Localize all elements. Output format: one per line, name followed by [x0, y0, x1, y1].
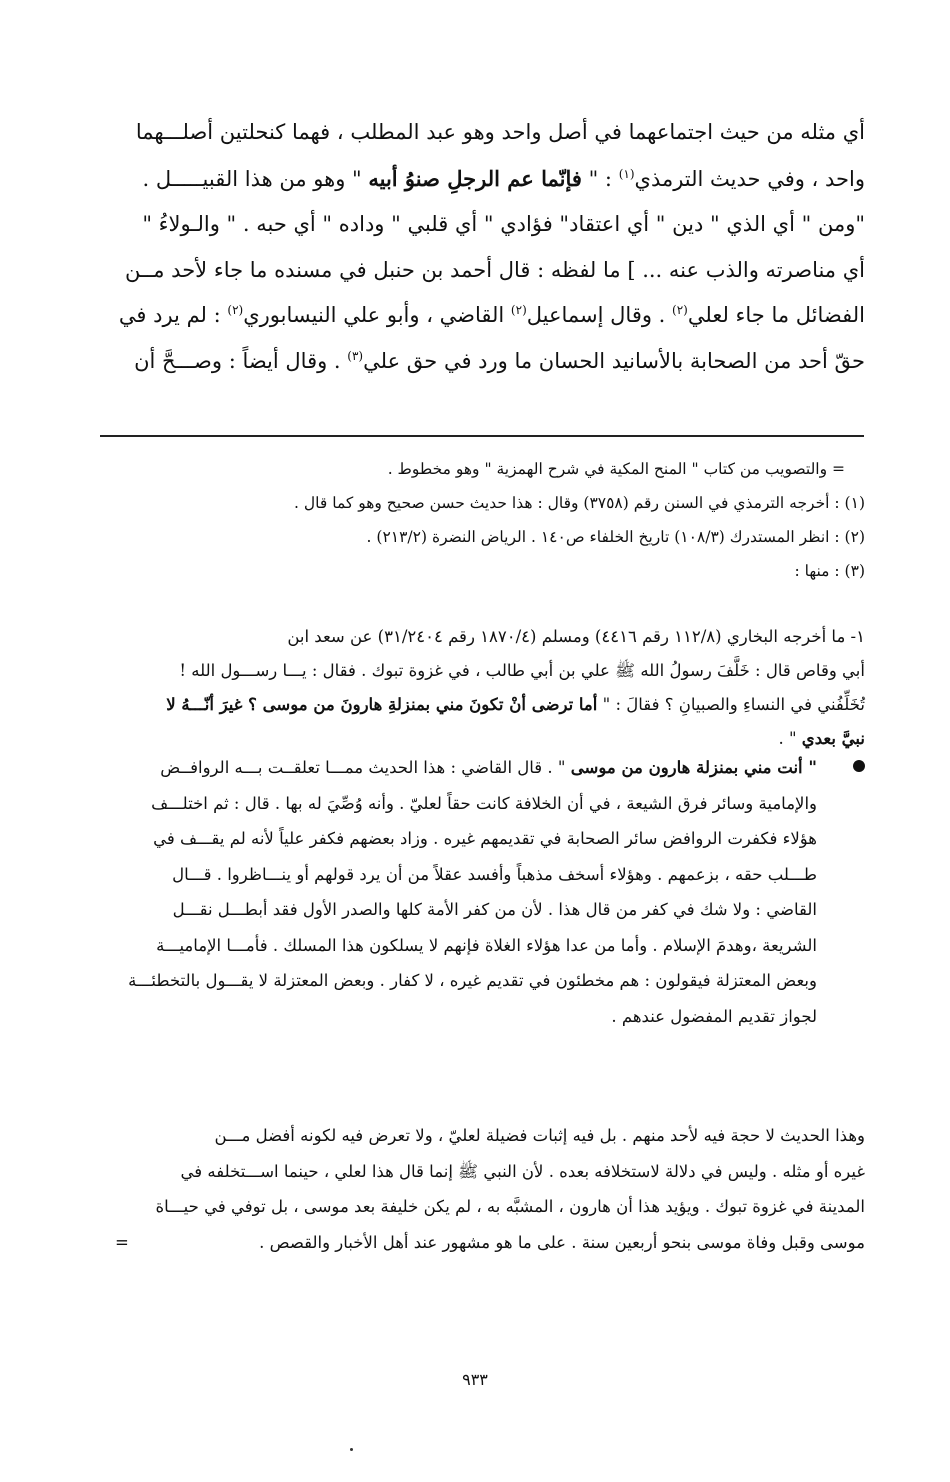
- bullet-icon: [853, 760, 865, 772]
- main-line-4: أي مناصرته والذب عنه ... ] ما لفظه : قال أحمد بن حنبل في مسنده ما جاء لأحد مــن: [124, 257, 865, 282]
- footnote-2: (٢) : انظر المستدرك (١٠٨/٣) تاريخ الخلفاء ص١٤٠ . الرياض النضرة (٢١٣/٢) .: [366, 528, 865, 546]
- final-paragraph: [95, 1118, 865, 1260]
- page-number: ٩٣٣: [462, 1370, 488, 1389]
- hadith-line-1: ١- ما أخرجه البخاري (١١٢/٨ رقم ٤٤١٦) ومسلم (١٨٧٠/٤ رقم ٣١/٢٤٠٤) عن سعد ابن: [287, 627, 865, 646]
- footnote-ref-1: (١): [618, 166, 635, 181]
- main-line-2-text: واحد ، وفي حديث الترمذي: [634, 166, 865, 191]
- commentary-text: [95, 750, 865, 1034]
- final-line-1: وهذا الحديث لا حجة فيه لأحد منهم . بل فيه إثبات فضيلة لعليّ ، ولا تعرض فيه لكونه أفضل مـــن: [214, 1126, 865, 1145]
- main-line-5: [95, 293, 865, 339]
- hadith-block: [95, 620, 865, 756]
- final-line-2: غيره أو مثله . وليس في دلالة لاستخلافه بعده . لأن النبي ﷺ إنما قال هذا لعلي ، حينما اســـتخلفه في: [180, 1161, 865, 1181]
- commentary-line-1-text: " . قال القاضي : هذا الحديث ممـــا تعلقــت بـــه الروافــض: [160, 758, 571, 777]
- hadith-line-4-bold: نبيَّ بعدي: [801, 729, 865, 748]
- footnote-ref-3: (٣): [347, 348, 364, 363]
- main-line-2-end: " وهو من هذا القبيـــــل .: [142, 166, 369, 191]
- footnote-separator: [100, 435, 864, 437]
- footnote-ref-2a: (٢): [672, 303, 688, 317]
- main-line-6: [95, 339, 865, 385]
- main-line-6-text: حقّ أحد من الصحابة بالأسانيد الحسان ما ورد في حق علي: [363, 348, 865, 373]
- hadith-line-2: أبي وقاص قال : خَلَّفَ رسولُ الله ﷺ علي بن أبي طالب ، في غزوة تبوك . فقال : يـــا رســـول الله !: [179, 661, 865, 680]
- scan-speck: [350, 1448, 353, 1451]
- hadith-line-3-bold: أما ترضى أنْ تكونَ مني بمنزلةِ هارونَ من موسى ؟ غيرَ أنّـــهُ لا: [166, 695, 598, 714]
- commentary-line-8: لجواز تقديم المفضول عندهم .: [611, 1006, 817, 1026]
- final-line-4-text: موسى وقبل وفاة موسى بنحو أربعين سنة . على ما هو مشهور عند أهل الأخبار والقصص .: [259, 1232, 865, 1252]
- hadith-line-3-text: تُخَلِّفُني في النساءِ والصبيانِ ؟ فقالَ : ": [597, 695, 865, 714]
- footnote-1: (١) : أخرجه الترمذي في السنن رقم (٣٧٥٨) وقال : هذا حديث حسن صحيح وهو كما قال .: [294, 494, 865, 512]
- footnote-continuation: = والتصويب من كتاب " المنح المكية في شرح الهمزية " وهو مخطوط .: [387, 460, 845, 478]
- commentary-line-3: هؤلاء فكفرت الروافض سائر الصحابة في تقديمهم غيره . وزاد بعضهم فكفر علياً لأنه لم يقـــف في: [153, 829, 817, 848]
- commentary-line-2: والإمامية وسائر فرق الشيعة ، في أن الخلافة كانت حقاً لعليّ . وأنه وُصِّيَ له بها . قال : ثم اختلـــف: [151, 793, 817, 813]
- final-line-4: [95, 1225, 865, 1261]
- main-line-5-text: الفضائل ما جاء لعلي: [687, 303, 865, 327]
- hadith-line-3: [95, 688, 865, 722]
- main-line-2-mid: : ": [581, 166, 619, 191]
- commentary-line-7: وبعض المعتزلة فيقولون : هم مخطئون في تقديم غيره ، لا كفار . وبعض المعتزلة لا يقـــول بالتخطئـــة: [128, 971, 817, 990]
- main-line-6-end: . وقال أيضاً : وصـــحَّ أن: [134, 348, 348, 373]
- commentary-line-6: الشريعة ،وهدمَ الإسلام . وأما من عدا هؤلاء الغلاة فإنهم لا يسلكون هذا المسلك . فأمـــا الإماميـــة: [156, 935, 817, 955]
- main-line-1: أي مثله من حيث اجتماعهما في أصل واحد وهو عبد المطلب ، فهما كنحلتين أصلـــهما: [135, 120, 865, 144]
- commentary-line-1: [95, 750, 817, 786]
- commentary-lead-bold: " أنت مني بمنزلة هارون من موسى: [570, 758, 817, 777]
- main-line-3: "ومن " أي الذي " دين " أي اعتقاد" فؤادي " أي قلبي " وداده " أي حبه . " والـولاءُ ": [142, 212, 865, 236]
- main-text: [95, 110, 865, 384]
- main-line-5-mid2: القاضي ، وأبو علي النيسابوري: [243, 303, 511, 327]
- commentary-line-5: القاضي : ولا شك في كفر من قال هذا . لأن من كفر الأمة كلها والصدر الأول فقد أبطـــل نقـــل: [172, 900, 817, 919]
- main-line-5-end: : لم يرد في: [118, 303, 228, 327]
- hadith-quote-bold: فإنّما عم الرجلِ صنوُ أبيه: [368, 165, 582, 191]
- commentary-line-4: طـــلب حقه ، بزعمهم . وهؤلاء أسخف مذهباً وأفسد عقلاً من أن يرد قولهم أو ينـــاظروا . قـــال: [172, 864, 817, 884]
- continuation-mark: =: [115, 1232, 129, 1252]
- footnote-3: (٣) : منها :: [794, 562, 865, 580]
- commentary-bullet: [95, 750, 865, 1034]
- footnote-ref-2c: (٢): [227, 303, 244, 317]
- main-line-2: [95, 156, 865, 203]
- footnotes: [95, 452, 865, 588]
- footnote-ref-2b: (٢): [510, 303, 527, 317]
- final-line-3: المدينة في غزوة تبوك . ويؤيد هذا أن هارون ، المشبَّه به ، لم يكن خليفة بعد موسى ، بل توفي في حيـــاة: [155, 1197, 865, 1216]
- hadith-line-4-end: " .: [778, 729, 802, 748]
- main-line-5-mid: . وقال إسماعيل: [526, 303, 673, 327]
